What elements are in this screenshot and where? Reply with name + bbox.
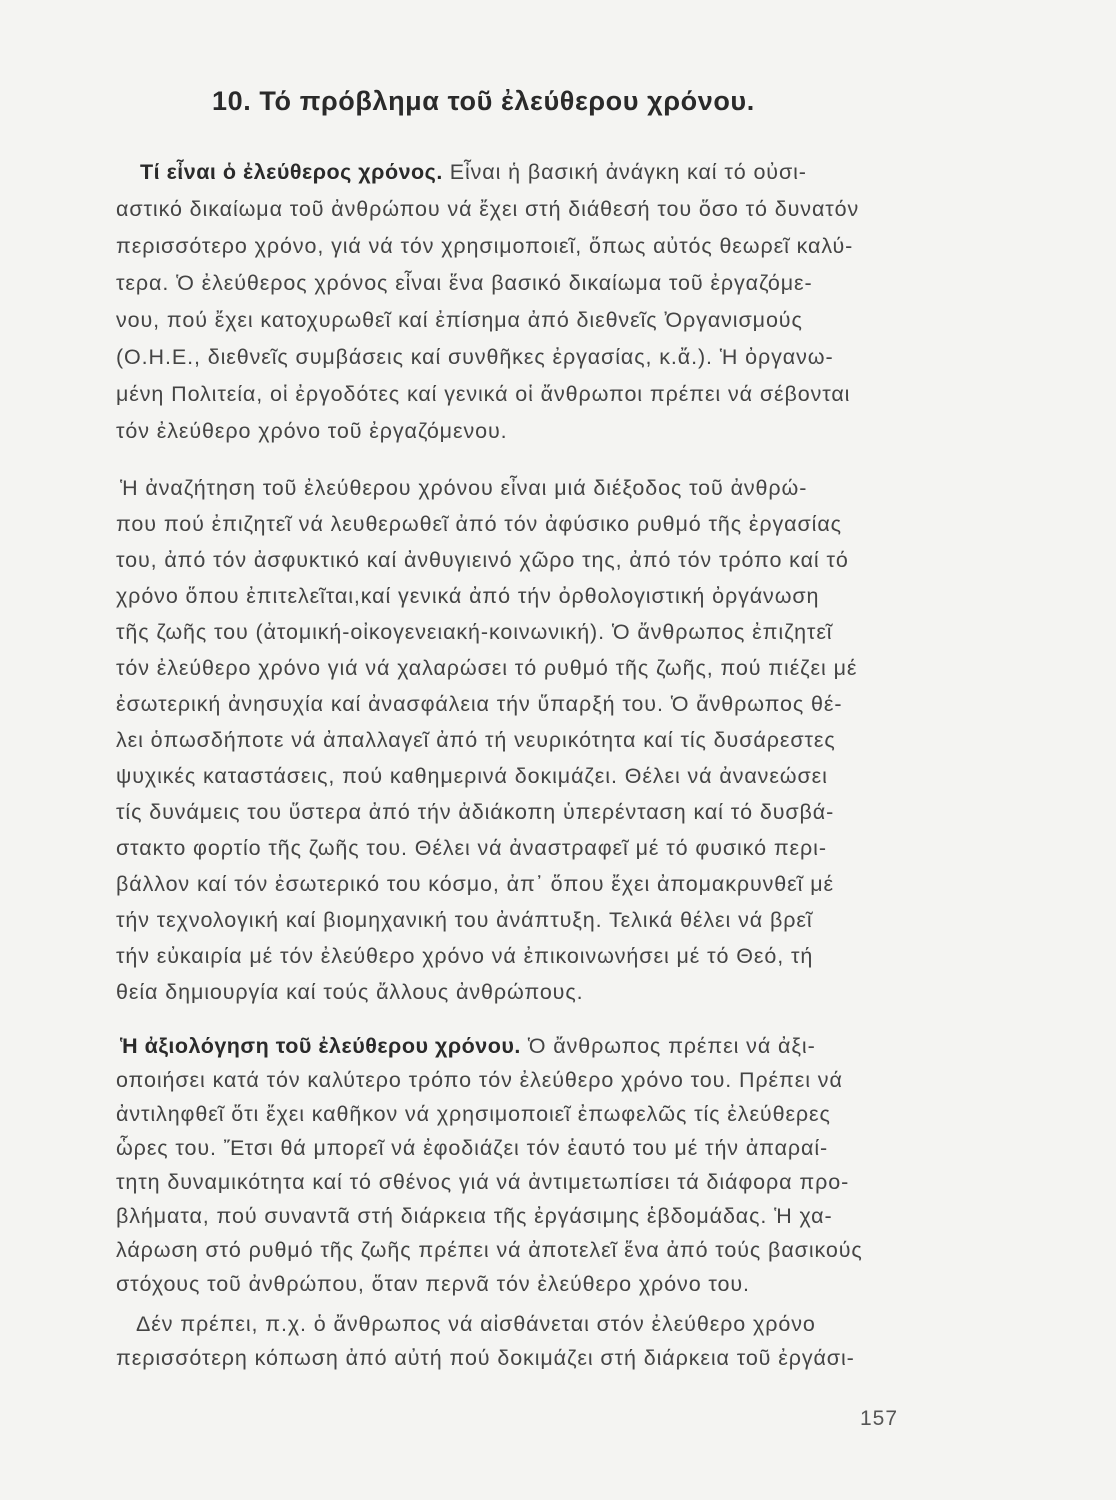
paragraph-2-line-9: ψυχικές καταστάσεις, πού καθημερινά δοκιμάζει. Θέλει νά ἀνανεώσει (116, 764, 828, 788)
chapter-title: 10. Τό πρόβλημα τοῦ ἐλεύθερου χρόνου. (212, 86, 755, 116)
paragraph-3-line-4: ὧρες του. Ἔτσι θά μπορεῖ νά ἐφοδιάζει τόν ἑαυτό του μέ τήν ἀπαραί- (116, 1136, 829, 1160)
paragraph-1-line-3: περισσότερο χρόνο, γιά νά τόν χρησιμοποιεῖ, ὅπως αὐτός θεωρεῖ καλύ- (116, 234, 854, 258)
paragraph-3-text: Ὁ ἄνθρωπος πρέπει νά ἀξι- (527, 1034, 816, 1058)
paragraph-1-line-6: (Ο.Η.Ε., διεθνεῖς συμβάσεις καί συνθῆκες ἐργασίας, κ.ἄ.). Ἡ ὀργανω- (116, 345, 834, 369)
paragraph-1-line-5: νου, πού ἔχει κατοχυρωθεῖ καί ἐπίσημα ἀπό διεθνεῖς Ὀργανισμούς (116, 308, 803, 332)
paragraph-1-heading: Τί εἶναι ὁ ἐλεύθερος χρόνος. (140, 160, 443, 184)
paragraph-2-line-8: λει ὁπωσδήποτε νά ἀπαλλαγεῖ ἀπό τή νευρικότητα καί τίς δυσάρεστες (116, 728, 836, 752)
paragraph-3-line-6: βλήματα, πού συναντᾶ στή διάρκεια τῆς ἐργάσιμης ἑβδομάδας. Ἡ χα- (116, 1204, 833, 1228)
paragraph-2-line-7: ἐσωτερική ἀνησυχία καί ἀνασφάλεια τήν ὕπαρξή του. Ὁ ἄνθρωπος θέ- (116, 692, 843, 716)
paragraph-3-line-8: στόχους τοῦ ἀνθρώπου, ὅταν περνᾶ τόν ἐλεύθερο χρόνο του. (116, 1272, 750, 1296)
paragraph-1-line-8: τόν ἐλεύθερο χρόνο τοῦ ἐργαζόμενου. (116, 419, 508, 443)
paragraph-2-line-2: που πού ἐπιζητεῖ νά λευθερωθεῖ ἀπό τόν ἀφύσικο ρυθμό τῆς ἐργασίας (116, 512, 842, 536)
paragraph-1-line-2: αστικό δικαίωμα τοῦ ἀνθρώπου νά ἔχει στή διάθεσή του ὅσο τό δυνατόν (116, 197, 860, 221)
paragraph-1-line-7: μένη Πολιτεία, οἱ ἐργοδότες καί γενικά οἱ ἄνθρωποι πρέπει νά σέβονται (116, 382, 851, 406)
page-number: 157 (860, 1407, 899, 1430)
paragraph-2-line-5: τῆς ζωῆς του (ἀτομική-οἰκογενειακή-κοινωνική). Ὁ ἄνθρωπος ἐπιζητεῖ (116, 620, 833, 644)
paragraph-1-text: Εἶναι ἡ βασική ἀνάγκη καί τό οὐσι- (449, 160, 807, 184)
paragraph-2-line-13: τήν τεχνολογική καί βιομηχανική του ἀνάπτυξη. Τελικά θέλει νά βρεῖ (116, 908, 813, 932)
paragraph-4-line-1: Δέν πρέπει, π.χ. ὁ ἄνθρωπος νά αἰσθάνεται στόν ἐλεύθερο χρόνο (136, 1312, 816, 1336)
paragraph-3-line-5: τητη δυναμικότητα καί τό σθένος γιά νά ἀντιμετωπίσει τά διάφορα προ- (116, 1170, 850, 1194)
paragraph-2-line-12: βάλλον καί τόν ἐσωτερικό του κόσμο, ἀπ᾿ ὅπου ἔχει ἀπομακρυνθεῖ μέ (116, 872, 834, 896)
paragraph-3-line-7: λάρωση στό ρυθμό τῆς ζωῆς πρέπει νά ἀποτελεῖ ἕνα ἀπό τούς βασικούς (116, 1238, 863, 1262)
paragraph-4-line-2: περισσότερη κόπωση ἀπό αὐτή πού δοκιμάζει στή διάρκεια τοῦ ἐργάσι- (116, 1346, 855, 1370)
paragraph-2-line-4: χρόνο ὅπου ἐπιτελεῖται,καί γενικά ἀπό τήν ὀρθολογιστική ὀργάνωση (116, 584, 820, 608)
paragraph-3-line-2: οποιήσει κατά τόν καλύτερο τρόπο τόν ἐλεύθερο χρόνο του. Πρέπει νά (116, 1068, 843, 1092)
paragraph-1-line-4: τερα. Ὁ ἐλεύθερος χρόνος εἶναι ἕνα βασικό δικαίωμα τοῦ ἐργαζόμε- (116, 271, 813, 295)
paragraph-2-line-14: τήν εὐκαιρία μέ τόν ἐλεύθερο χρόνο νά ἐπικοινωνήσει μέ τό Θεό, τή (116, 944, 814, 968)
paragraph-1-line-1 (140, 160, 807, 185)
paragraph-3-line-3: ἀντιληφθεῖ ὅτι ἔχει καθῆκον νά χρησιμοποιεῖ ἐπωφελῶς τίς ἐλεύθερες (116, 1102, 831, 1126)
paragraph-2-line-15: θεία δημιουργία καί τούς ἄλλους ἀνθρώπους. (116, 980, 584, 1004)
paragraph-2-line-11: στακτο φορτίο τῆς ζωῆς του. Θέλει νά ἀναστραφεῖ μέ τό φυσικό περι- (116, 836, 827, 860)
paragraph-3-line-1 (120, 1034, 816, 1059)
paragraph-2-line-1: Ἡ ἀναζήτηση τοῦ ἐλεύθερου χρόνου εἶναι μιά διέξοδος τοῦ ἀνθρώ- (120, 476, 808, 500)
paragraph-2-line-10: τίς δυνάμεις του ὕστερα ἀπό τήν ἀδιάκοπη ὑπερένταση καί τό δυσβά- (116, 800, 835, 824)
paragraph-3-heading: Ἡ ἀξιολόγηση τοῦ ἐλεύθερου χρόνου. (120, 1034, 521, 1058)
paragraph-2-line-3: του, ἀπό τόν ἀσφυκτικό καί ἀνθυγιεινό χῶρο της, ἀπό τόν τρόπο καί τό (116, 548, 849, 572)
paragraph-2-line-6: τόν ἐλεύθερο χρόνο γιά νά χαλαρώσει τό ρυθμό τῆς ζωῆς, πού πιέζει μέ (116, 656, 858, 680)
